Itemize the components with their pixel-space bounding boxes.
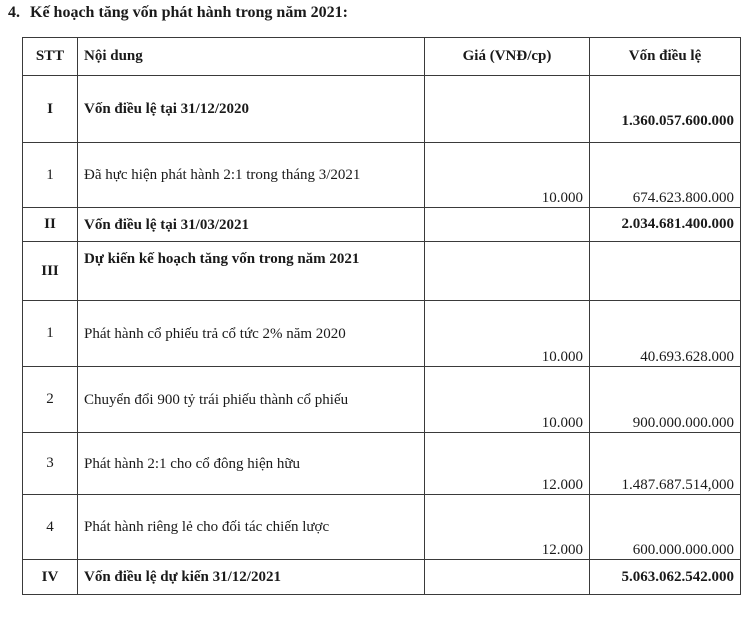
- row-price: [425, 560, 590, 595]
- section-heading: [8, 4, 348, 22]
- row-stt: 3: [23, 433, 78, 495]
- capital-plan-table: [22, 37, 741, 595]
- section-title: Kế hoạch tăng vốn phát hành trong năm 2021:: [30, 4, 348, 21]
- row-content: Dự kiến kế hoạch tăng vốn trong năm 2021: [78, 242, 425, 301]
- table-row: [23, 367, 741, 433]
- section-number: 4.: [8, 4, 20, 21]
- row-price: 12.000: [425, 495, 590, 560]
- row-capital: 2.034.681.400.000: [590, 208, 741, 242]
- row-capital: 600.000.000.000: [590, 495, 741, 560]
- row-price: [425, 76, 590, 143]
- row-stt: 2: [23, 367, 78, 433]
- table-row: [23, 143, 741, 208]
- table-row: [23, 433, 741, 495]
- row-price: 10.000: [425, 367, 590, 433]
- row-content: Đã hực hiện phát hành 2:1 trong tháng 3/2021: [78, 143, 425, 208]
- header-content: Nội dung: [78, 38, 425, 76]
- table-row: [23, 560, 741, 595]
- row-stt: II: [23, 208, 78, 242]
- row-capital: 1.360.057.600.000: [590, 76, 741, 143]
- row-capital: 1.487.687.514,000: [590, 433, 741, 495]
- row-content: Chuyển đổi 900 tỷ trái phiếu thành cổ phiếu: [78, 367, 425, 433]
- table-row: [23, 301, 741, 367]
- table-row: [23, 76, 741, 143]
- row-content: Phát hành cổ phiếu trả cổ tức 2% năm 2020: [78, 301, 425, 367]
- table-row: [23, 495, 741, 560]
- header-capital: Vốn điều lệ: [590, 38, 741, 76]
- row-content: Phát hành riêng lẻ cho đối tác chiến lược: [78, 495, 425, 560]
- row-content: Vốn điều lệ tại 31/03/2021: [78, 208, 425, 242]
- header-price: Giá (VNĐ/cp): [425, 38, 590, 76]
- row-capital: 5.063.062.542.000: [590, 560, 741, 595]
- header-stt: STT: [23, 38, 78, 76]
- row-capital: [590, 242, 741, 301]
- table-row: [23, 242, 741, 301]
- row-stt: IV: [23, 560, 78, 595]
- row-price: [425, 208, 590, 242]
- row-stt: I: [23, 76, 78, 143]
- row-price: 12.000: [425, 433, 590, 495]
- row-stt: 4: [23, 495, 78, 560]
- row-price: 10.000: [425, 301, 590, 367]
- row-content: Vốn điều lệ dự kiến 31/12/2021: [78, 560, 425, 595]
- table-row: [23, 208, 741, 242]
- row-stt: III: [23, 242, 78, 301]
- row-price: [425, 242, 590, 301]
- row-content: Vốn điều lệ tại 31/12/2020: [78, 76, 425, 143]
- row-content: Phát hành 2:1 cho cổ đông hiện hữu: [78, 433, 425, 495]
- table-header-row: [23, 38, 741, 76]
- row-stt: 1: [23, 301, 78, 367]
- row-stt: 1: [23, 143, 78, 208]
- row-capital: 674.623.800.000: [590, 143, 741, 208]
- row-price: 10.000: [425, 143, 590, 208]
- row-capital: 900.000.000.000: [590, 367, 741, 433]
- row-capital: 40.693.628.000: [590, 301, 741, 367]
